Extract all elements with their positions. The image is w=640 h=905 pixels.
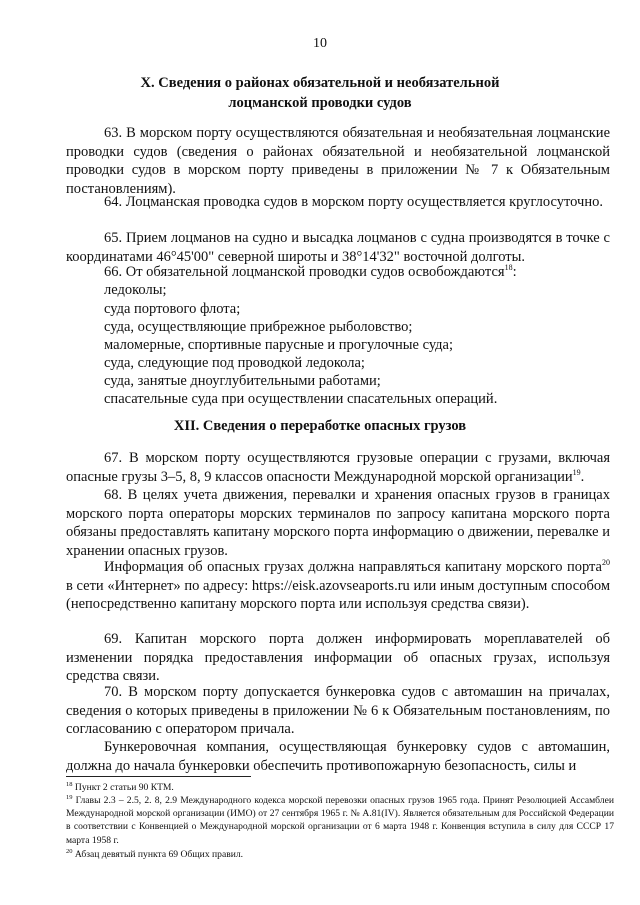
paragraph-68: 68. В целях учета движения, перевалки и хранения опасных грузов в границах морского порта операторы морских терминалов по запросу капитана морского порта обязаны предоставлять капитану морского порта информацию о движении, перевалке и хранении опасных грузов. [66,487,610,559]
footnote-18 [66,781,614,794]
paragraph-67-tail: . [580,468,585,485]
section-x-title-line1: X. Сведения о районах обязательной и необязательной [140,75,500,91]
footnote-number: 19 [66,793,73,801]
footnote-ref-20: 20 [602,558,610,568]
paragraph-68-info-head: Информация об опасных грузах должна направляться капитану морского порта [104,559,602,575]
paragraph-66 [66,263,610,282]
paragraph-67-text: 67. В морском порту осуществляются грузовые операции с грузами, включая опасные грузы 3–5, 8, 9 классов опасности Международной морской организации [66,450,610,485]
paragraph-70-bunkering: Бункеровочная компания, осуществляющая бункеровку судов с автомашин, должна до начала бункеровки обеспечить противопожарную безопасность, силы и [66,739,610,774]
footnote-divider [66,776,251,777]
footnote-number: 20 [66,847,73,855]
paragraph-70: 70. В морском порту допускается бункеровка судов с автомашин на причалах, сведения о которых приведены в приложении № 6 к Обязательным постановлениям, по согласованию с оператором причала. [66,684,610,738]
paragraph-68-info [66,558,610,614]
exempt-item: суда, занятые дноуглубительными работами; [104,373,381,389]
footnote-number: 18 [66,780,73,788]
footnote-text: Главы 2.3 – 2.5, 2. 8, 2.9 Международного кодекса морской перевозки опасных грузов 1965 года. Принят Резолюцией Ассамблеи Международной морской организации (ИМО) от 27 сентября 1965 г. № A.81(IV). Является обязательным для Российской Федерации в соответствии с Конвенцией о Международной морской организации от 6 марта 1948 г. Конвенция вступила в силу для СССР 17 марта 1958 г. [66,795,614,846]
footnote-20 [66,848,614,861]
paragraph-66-tail: : [512,264,517,280]
footnote-19 [66,794,614,847]
exempt-item: маломерные, спортивные парусные и прогулочные суда; [104,337,454,353]
footnote-ref-19: 19 [572,467,581,477]
exempt-item: ледоколы; [104,282,167,298]
section-xii-title: XII. Сведения о переработке опасных грузов [173,418,467,434]
footnote-ref-18: 18 [504,263,513,273]
exempt-item: суда, осуществляющие прибрежное рыболовство; [104,319,413,335]
paragraph-69: 69. Капитан морского порта должен информировать мореплавателей об изменении порядка предоставления информации об опасных грузах, используя средства связи. [66,631,610,685]
paragraph-65: 65. Прием лоцманов на судно и высадка лоцманов с судна производятся в точке с координатами 46°45'00" северной широты и 38°14'32" восточной долготы. [66,230,610,265]
page-number: 10 [313,36,327,51]
exempt-item: суда, следующие под проводкой ледокола; [104,355,365,371]
paragraph-63: 63. В морском порту осуществляются обязательная и необязательная лоцманские проводки судов (сведения о районах обязательной и необязательной лоцманской проводки судов в морском порту приведены в приложении № 7 к Обязательным постановлениям). [66,125,610,197]
paragraph-67 [66,449,610,486]
paragraph-64: 64. Лоцманская проводка судов в морском порту осуществляется круглосуточно. [104,194,603,210]
section-x-title-line2: лоцманской проводки судов [228,95,412,111]
exempt-item: спасательные суда при осуществлении спасательных операций. [104,391,498,407]
footnote-text: Абзац девятый пункта 69 Общих правил. [72,849,244,860]
paragraph-68-info-tail: в сети «Интернет» по адресу: https://eisk.azovseaports.ru или иным доступным способом (непосредственно капитану морского порта или используя средства связи). [66,577,610,613]
paragraph-66-text: 66. От обязательной лоцманской проводки судов освобождаются [104,264,505,280]
footnote-text: Пункт 2 статьи 90 КТМ. [72,782,174,793]
exempt-item: суда портового флота; [104,301,241,317]
